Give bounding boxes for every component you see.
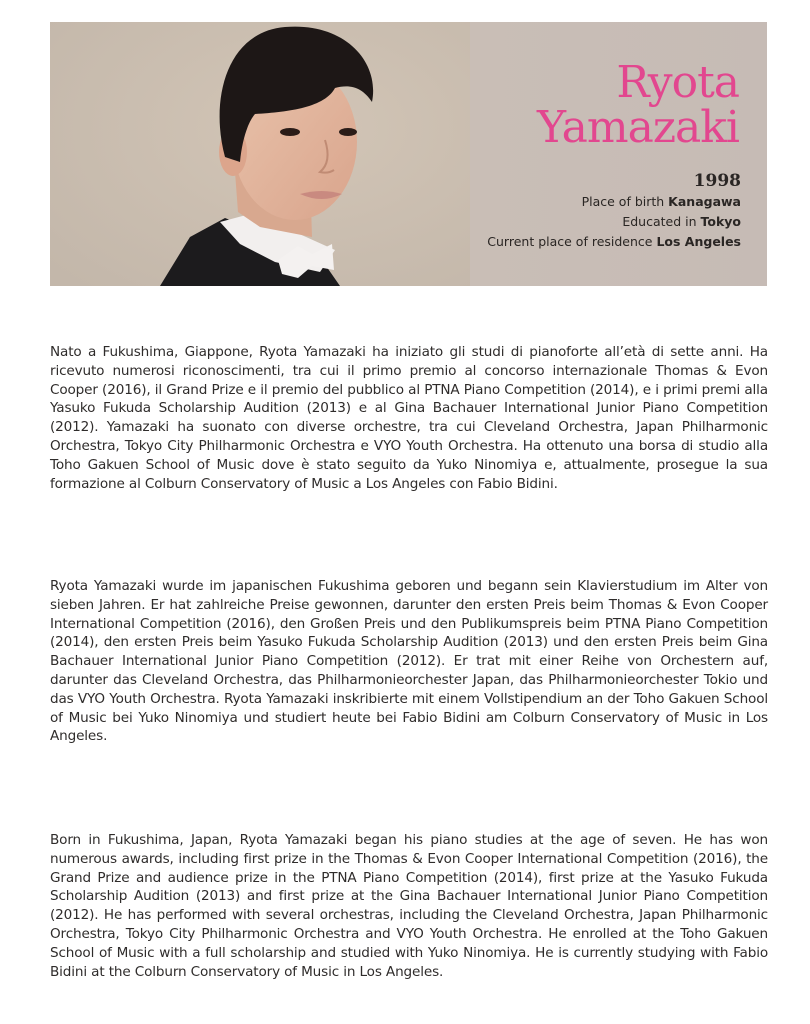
profile-banner bbox=[50, 22, 767, 286]
fact-label: Place of birth bbox=[581, 194, 669, 209]
fact-label: Educated in bbox=[622, 214, 701, 229]
fact-value: Tokyo bbox=[700, 214, 741, 229]
fact-educated-in bbox=[487, 212, 741, 232]
fact-place-of-birth bbox=[487, 192, 741, 212]
fact-residence bbox=[487, 232, 741, 252]
birth-year: 1998 bbox=[693, 171, 741, 191]
biography-german: Ryota Yamazaki wurde im japanischen Fukushima geboren und begann sein Klavierstudium im Alter von sieben Jahren. Er hat zahlreiche Preise gewonnen, darunter den ersten Preis beim Thomas & Evon Cooper International Competition (2016), den Großen Preis und den Publikumspreis beim PTNA Piano Competition (2014), den ersten Preis beim Yasuko Fukuda Scholarship Audition (2013) und den ersten Preis beim Gina Bachauer International Junior Piano Competition (2012). Er trat mit einer Reihe von Orchestern auf, darunter das Cleveland Orchestra, das Philharmonieorchester Japan, das Philharmonieorchester Tokio und das VYO Youth Orchestra. Ryota Yamazaki inskribierte mit einem Vollstipendium an der Toho Gakuen School of Music bei Yuko Ninomiya und studiert heute bei Fabio Bidini am Colburn Conservatory of Music in Los Angeles. bbox=[50, 578, 768, 745]
artist-name bbox=[537, 57, 739, 153]
fact-label: Current place of residence bbox=[487, 234, 657, 249]
fact-value: Los Angeles bbox=[656, 234, 741, 249]
biography-italian: Nato a Fukushima, Giappone, Ryota Yamazaki ha iniziato gli studi di pianoforte all’età di sette anni. Ha ricevuto numerosi riconoscimenti, tra cui il primo premio al concorso internazionale Thomas & Evon Cooper (2016), il Grand Prize e il premio del pubblico al PTNA Piano Competition (2014), e i primi premi alla Yasuko Fukuda Scholarship Audition (2013) e al Gina Bachauer International Junior Piano Competition (2012). Yamazaki ha suonato con diverse orchestre, tra cui Cleveland Orchestra, Japan Philharmonic Orchestra, Tokyo City Philharmonic Orchestra e VYO Youth Orchestra. Ha ottenuto una borsa di studio alla Toho Gakuen School of Music dove è stato seguito da Yuko Ninomiya e, attualmente, prosegue la sua formazione al Colburn Conservatory of Music a Los Angeles con Fabio Bidini. bbox=[50, 344, 768, 492]
artist-last-name: Yamazaki bbox=[537, 102, 739, 153]
biography-english: Born in Fukushima, Japan, Ryota Yamazaki began his piano studies at the age of seven. He has won numerous awards, including first prize in the Thomas & Evon Cooper International Competition (2016), the Grand Prize and audience prize in the PTNA Piano Competition (2014), first prize at the Yasuko Fukuda Scholarship Audition (2013) and first prize at the Gina Bachauer International Junior Piano Competition (2012). He has performed with several orchestras, including the Cleveland Orchestra, Japan Philharmonic Orchestra, Tokyo City Philharmonic Orchestra and VYO Youth Orchestra. He enrolled at the Toho Gakuen School of Music with a full scholarship and studied with Yuko Ninomiya. He is currently studying with Fabio Bidini at the Colburn Conservatory of Music in Los Angeles. bbox=[50, 832, 768, 980]
fact-value: Kanagawa bbox=[668, 194, 741, 209]
portrait-photo bbox=[50, 22, 470, 286]
artist-facts bbox=[487, 170, 741, 252]
artist-first-name: Ryota bbox=[616, 57, 739, 108]
